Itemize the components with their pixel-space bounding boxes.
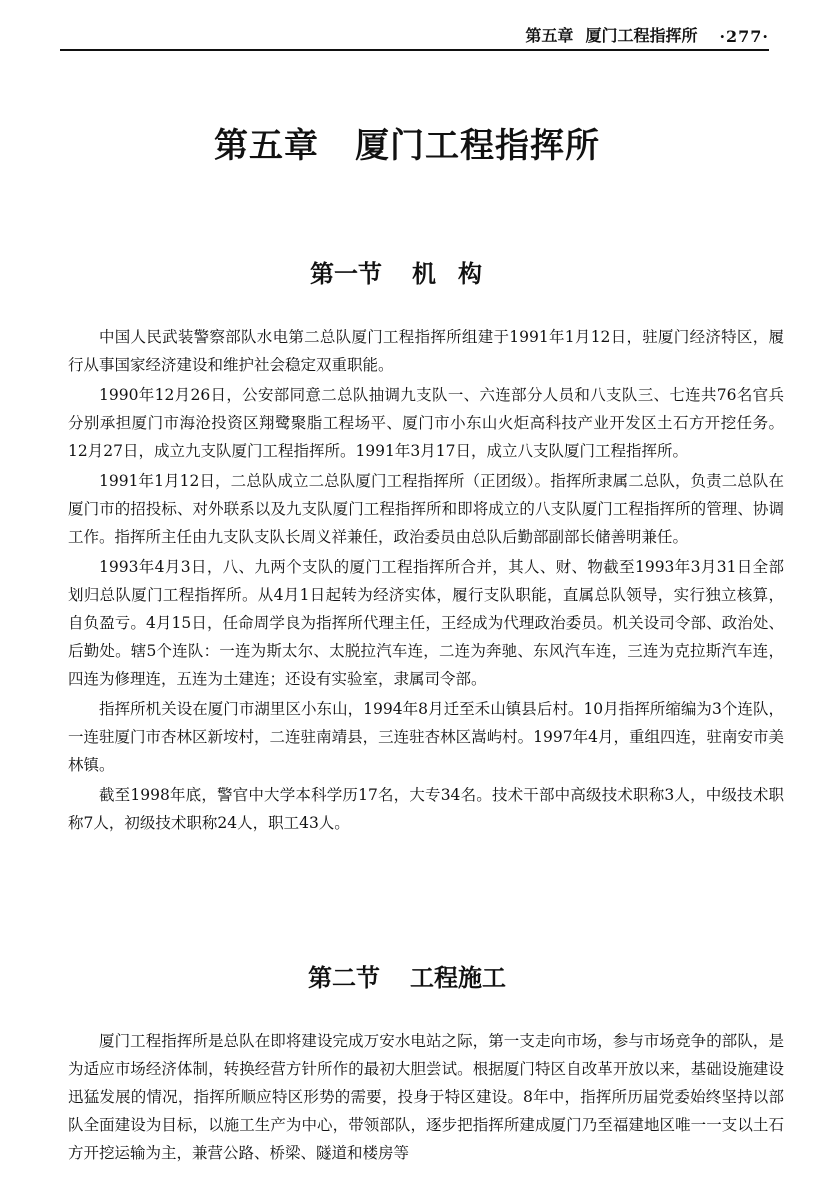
section-1-body [68,323,784,839]
section-name: 工程施工 [410,964,506,992]
section-2-body [68,1027,784,1169]
section-number: 第二节 [308,964,380,992]
chapter-number: 第五章 [214,126,319,166]
paragraph: 指挥所机关设在厦门市湖里区小东山，1994年8月迁至禾山镇县后村。10月指挥所缩编为3个连队，一连驻厦门市杏林区新垵村，二连驻南靖县，三连驻杏林区嵩屿村。1997年4月，重组四连，驻南安市美林镇。 [68,700,784,774]
chapter-title [0,118,814,167]
section-title-2 [0,958,814,993]
paragraph: 1993年4月3日，八、九两个支队的厦门工程指挥所合并，其人、财、物截至1993年3月31日全部划归总队厦门工程指挥所。从4月1日起转为经济实体，履行支队职能，直属总队领导，实行独立核算，自负盈亏。4月15日，任命周学良为指挥所代理主任，王经成为代理政治委员。机关设司令部、政治处、后勤处。辖5个连队：一连为斯太尔、太脱拉汽车连，二连为奔驰、东风汽车连，三连为克拉斯汽车连，四连为修理连，五连为土建连；还设有实验室，隶属司令部。 [68,558,784,688]
section-title-1 [0,254,814,289]
header-chapter: 第五章 [525,26,574,45]
section-name: 机构 [412,260,504,288]
paragraph: 1990年12月26日，公安部同意二总队抽调九支队一、六连部分人员和八支队三、七连共76名官兵分别承担厦门市海沧投资区翔鹭聚脂工程场平、厦门市小东山火炬高科技产业开发区土石方开挖任务。12月27日，成立九支队厦门工程指挥所。1991年3月17日，成立八支队厦门工程指挥所。 [68,386,784,460]
paragraph: 中国人民武装警察部队水电第二总队厦门工程指挥所组建于1991年1月12日，驻厦门经济特区，履行从事国家经济建设和维护社会稳定双重职能。 [68,328,784,374]
page-number: ·277· [719,27,769,46]
running-header [60,22,769,51]
section-number: 第一节 [310,260,382,288]
paragraph: 截至1998年底，警官中大学本科学历17名，大专34名。技术干部中高级技术职称3人，中级技术职称7人，初级技术职称24人，职工43人。 [68,786,784,832]
paragraph: 1991年1月12日，二总队成立二总队厦门工程指挥所（正团级）。指挥所隶属二总队，负责二总队在厦门市的招投标、对外联系以及九支队厦门工程指挥所和即将成立的八支队厦门工程指挥所的管理、协调工作。指挥所主任由九支队支队长周义祥兼任，政治委员由总队后勤部副部长储善明兼任。 [68,472,784,546]
header-title: 厦门工程指挥所 [585,26,698,45]
paragraph: 厦门工程指挥所是总队在即将建设完成万安水电站之际，第一支走向市场，参与市场竞争的部队，是为适应市场经济体制，转换经营方针所作的最初大胆尝试。根据厦门特区自改革开放以来，基础设施建设迅猛发展的情况，指挥所顺应特区形势的需要，投身于特区建设。8年中，指挥所历届党委始终坚持以部队全面建设为目标，以施工生产为中心，带领部队，逐步把指挥所建成厦门乃至福建地区唯一一支以土石方开挖运输为主，兼营公路、桥梁、隧道和楼房等 [68,1032,784,1162]
chapter-name: 厦门工程指挥所 [355,126,600,166]
